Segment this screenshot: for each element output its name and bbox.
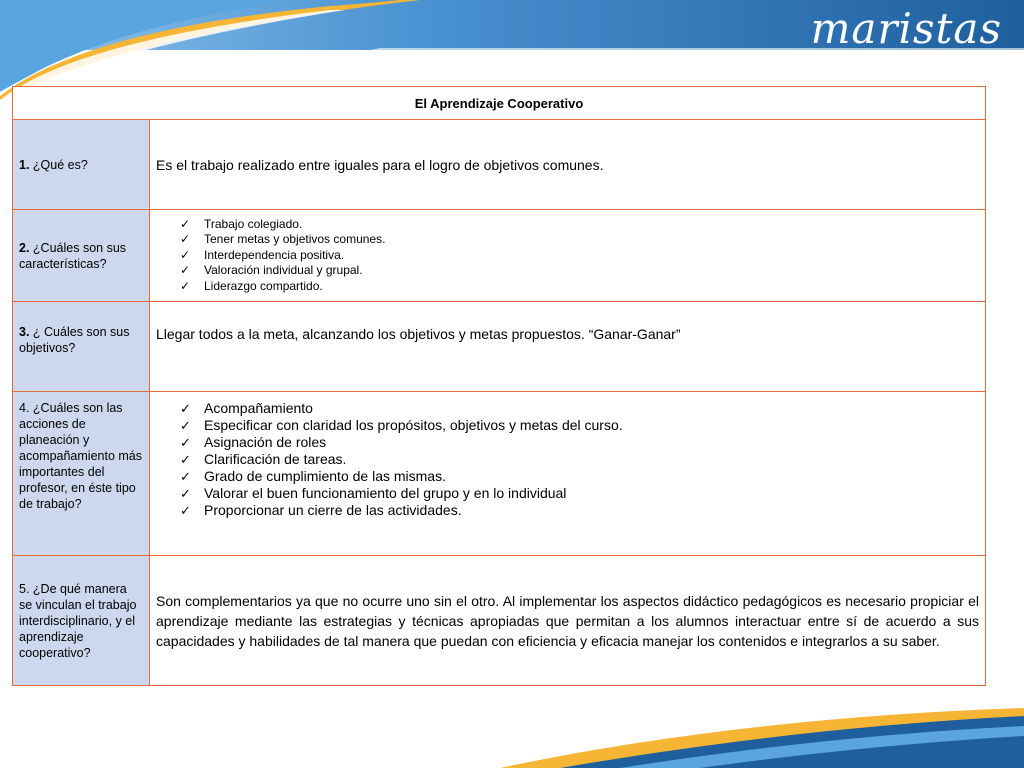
check-icon: ✓	[180, 216, 191, 231]
list-item: ✓ Valoración individual y grupal.	[180, 263, 363, 278]
answer-cell: Son complementarios ya que no ocurre uno sin el otro. Al implementar los aspectos didáctico pedagógicos es necesario propiciar el aprendizaje mediante las estrategias y técnicas apropiadas que permitan a los alumnos interactuar entre sí de acuerdo a sus capacidades y habilidades de tal manera que puedan con eficiencia y eficacia manejar los contenidos e integrarlos a su saber.	[150, 556, 986, 686]
list-item: ✓ Clarificación de tareas.	[180, 451, 347, 467]
list-item: ✓ Acompañamiento	[180, 400, 313, 416]
question-number: 5.	[19, 581, 30, 596]
check-icon: ✓	[180, 278, 191, 293]
question-text: ¿De qué manera se vinculan el trabajo interdisciplinario, y el aprendizaje cooperativo?	[19, 581, 137, 660]
question-number: 4.	[19, 401, 30, 415]
list-item: ✓ Interdependencia positiva.	[180, 247, 345, 262]
list-item: ✓ Trabajo colegiado.	[180, 216, 303, 231]
table-row	[13, 392, 986, 556]
list-item: ✓ Asignación de roles	[180, 434, 327, 450]
answer-cell: Es el trabajo realizado entre iguales para el logro de objetivos comunes.	[150, 120, 986, 210]
check-icon: ✓	[180, 435, 191, 450]
actions-list	[156, 400, 979, 519]
table-row	[13, 210, 986, 302]
question-text: ¿ Cuáles son sus objetivos?	[19, 325, 130, 355]
list-item: ✓ Liderazgo compartido.	[180, 278, 323, 293]
question-text: ¿Cuáles son las acciones de planeación y acompañamiento más importantes del profesor, en éste tipo de trabajo?	[19, 401, 142, 511]
question-cell	[13, 302, 150, 392]
question-text: ¿Qué es?	[32, 157, 88, 172]
check-icon: ✓	[180, 263, 191, 278]
question-number: 1.	[19, 157, 30, 172]
cooperative-learning-table	[12, 86, 986, 686]
list-item: ✓ Especificar con claridad los propósitos, objetivos y metas del curso.	[180, 417, 623, 433]
check-icon: ✓	[180, 486, 191, 501]
question-cell	[13, 556, 150, 686]
check-icon: ✓	[180, 469, 191, 484]
question-cell	[13, 210, 150, 302]
table-title: El Aprendizaje Cooperativo	[13, 87, 986, 120]
list-item: ✓ Tener metas y objetivos comunes.	[180, 232, 386, 247]
table-row	[13, 302, 986, 392]
question-cell	[13, 392, 150, 556]
maristas-logo: maristas	[810, 4, 1002, 53]
check-icon: ✓	[180, 503, 191, 518]
question-cell	[13, 120, 150, 210]
list-item: ✓ Proporcionar un cierre de las actividades.	[180, 502, 462, 518]
check-icon: ✓	[180, 232, 191, 247]
list-item: ✓ Valorar el buen funcionamiento del grupo y en lo individual	[180, 485, 567, 501]
table-row	[13, 120, 986, 210]
question-text: ¿Cuáles son sus características?	[19, 240, 127, 271]
question-number: 3.	[19, 325, 30, 339]
check-icon: ✓	[180, 401, 191, 416]
table-title-row	[13, 87, 986, 120]
answer-cell	[150, 392, 986, 556]
question-number: 2.	[19, 240, 30, 255]
answer-cell: Llegar todos a la meta, alcanzando los objetivos y metas propuestos. “Ganar-Ganar”	[150, 302, 986, 392]
table-row	[13, 556, 986, 686]
footer-decoration	[0, 700, 1024, 768]
answer-cell	[150, 210, 986, 302]
list-item: ✓ Grado de cumplimiento de las mismas.	[180, 468, 446, 484]
check-icon: ✓	[180, 418, 191, 433]
check-icon: ✓	[180, 452, 191, 467]
characteristics-list	[156, 217, 979, 295]
check-icon: ✓	[180, 247, 191, 262]
